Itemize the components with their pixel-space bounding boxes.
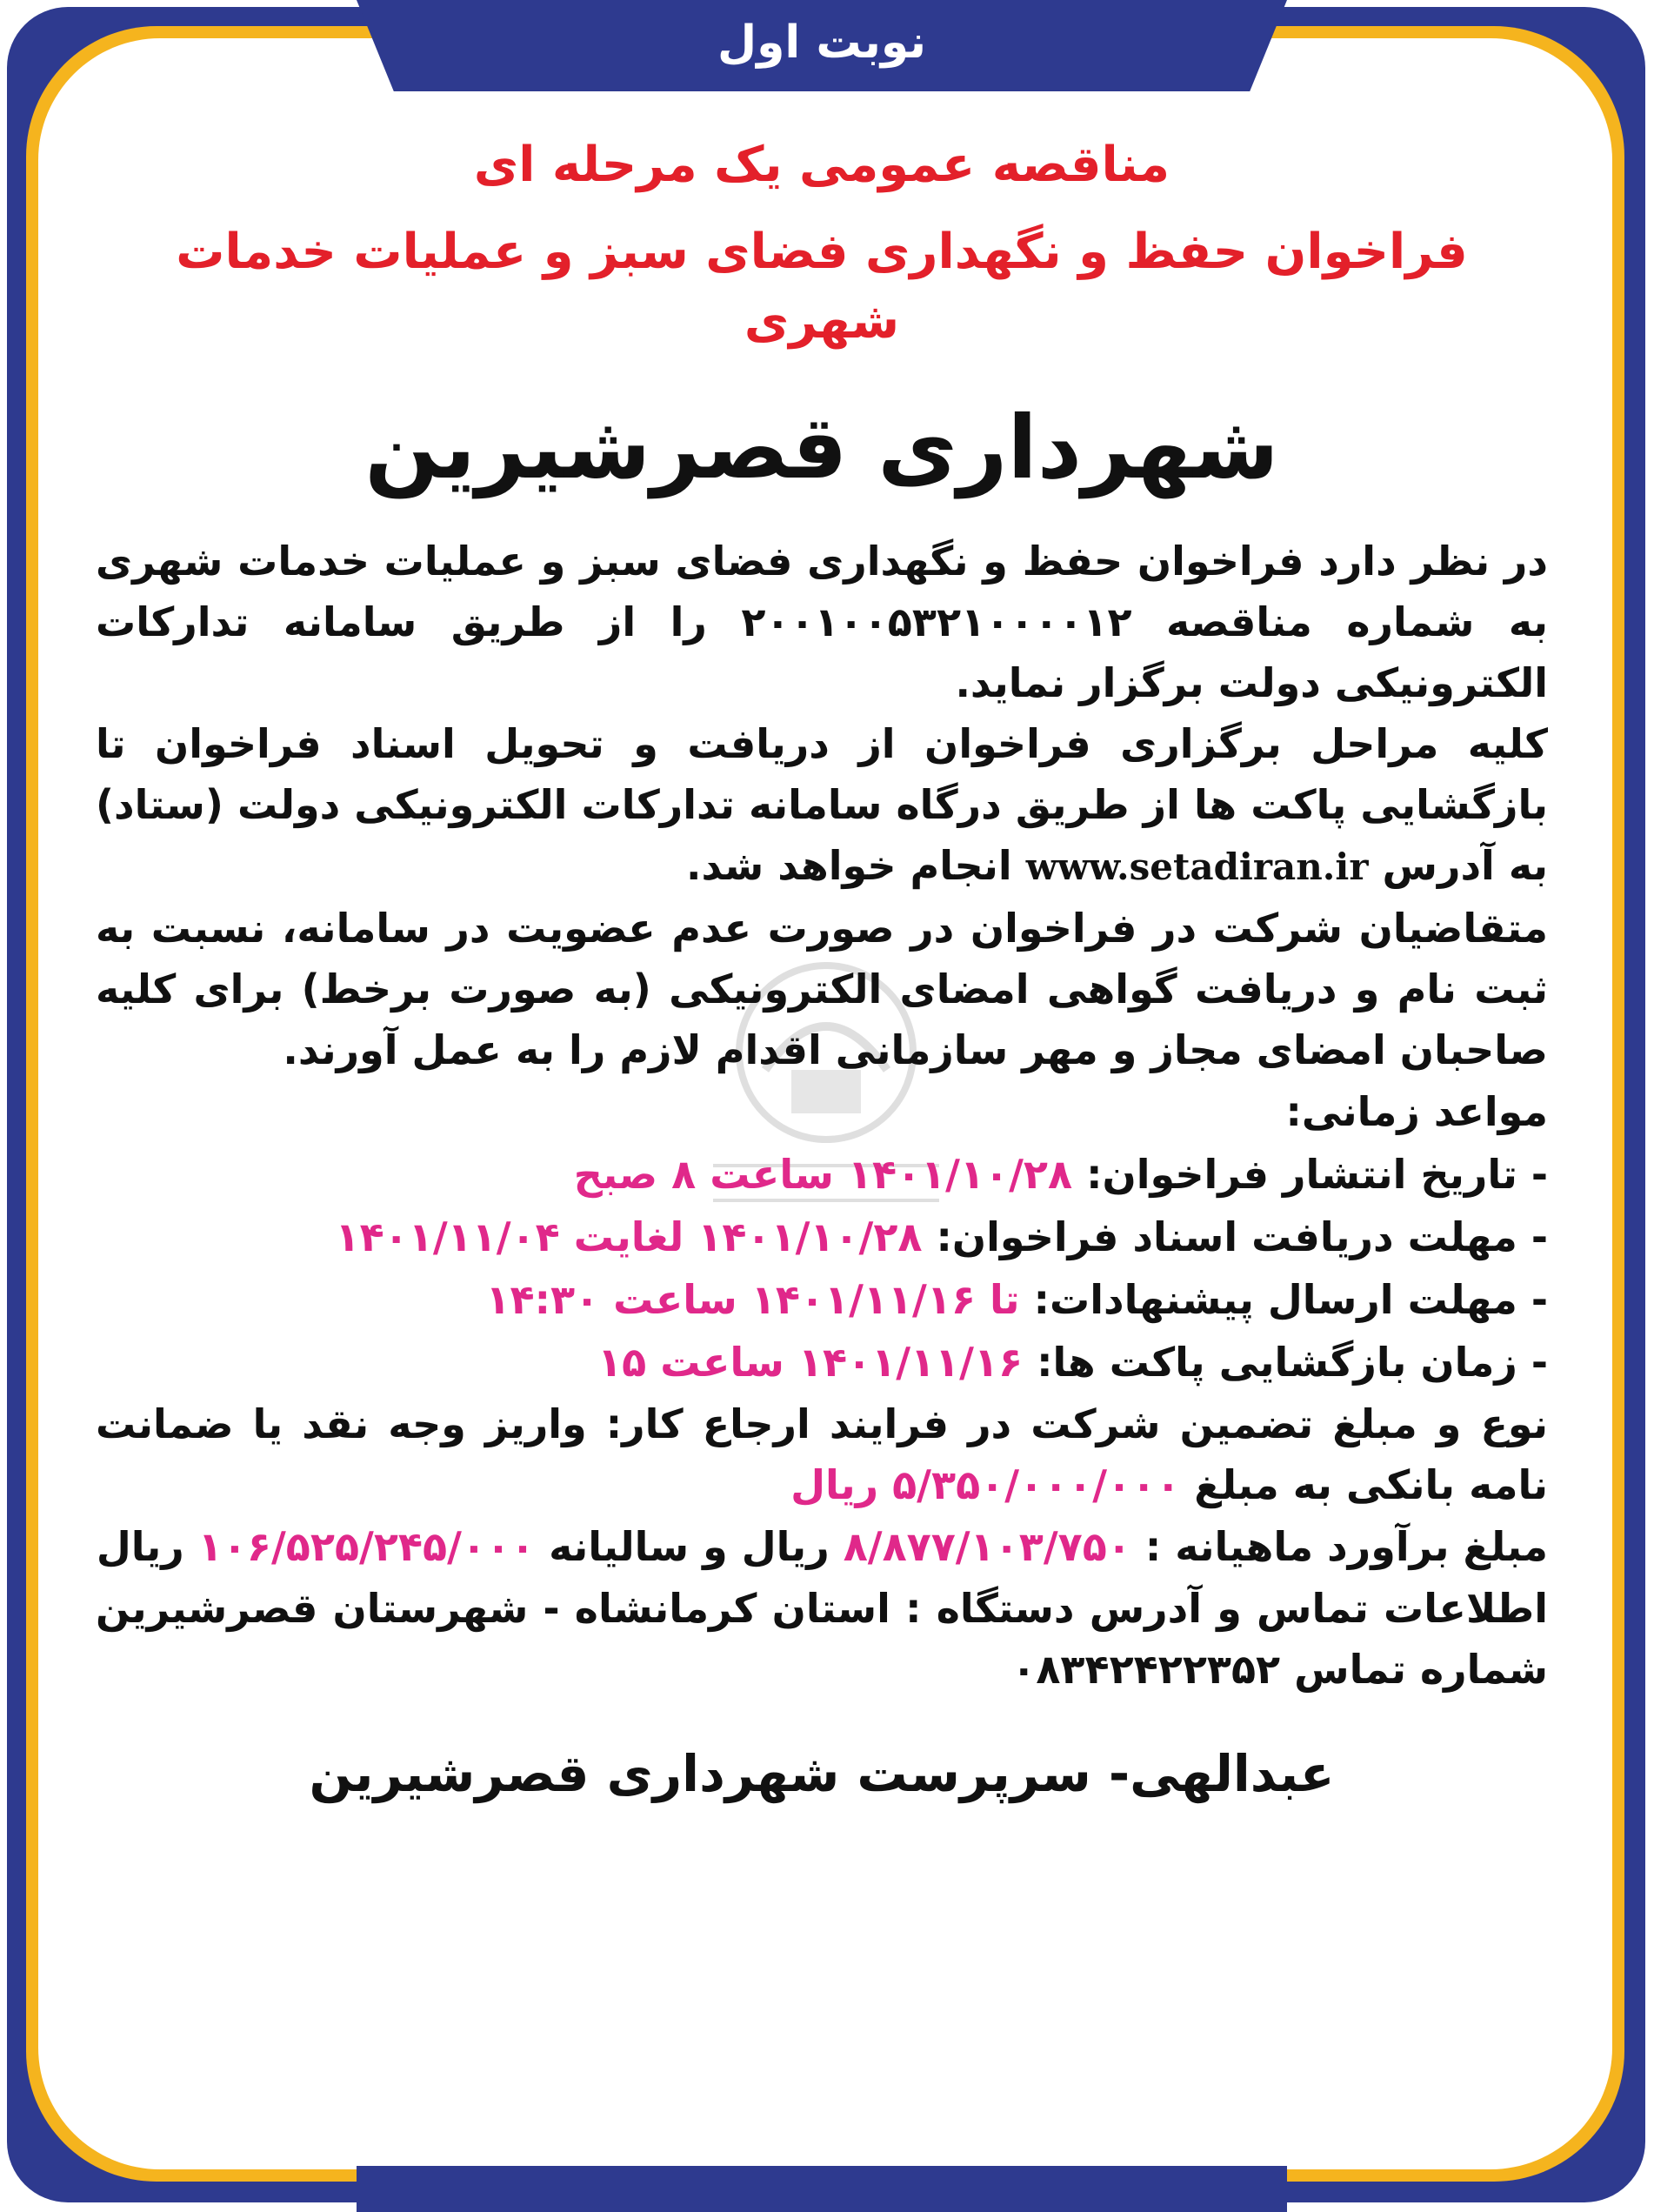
bottom-bar	[357, 2166, 1287, 2212]
schedule-item	[96, 1268, 1548, 1331]
paragraph-applicants: متقاضیان شرکت در فراخوان در صورت عدم عضویت در سامانه، نسبت به ثبت نام و دریافت گواهی امضای الکترونیکی (به صورت برخط) برای کلیه صاحبان امضای مجاز و مهر سازمانی اقدام لازم را به عمل آورند.	[96, 905, 1548, 1073]
estimate-monthly: ۸/۸۷۷/۱۰۳/۷۵۰	[843, 1523, 1131, 1570]
schedule-value: ۱۴۰۱/۱۰/۲۸ لغایت ۱۴۰۱/۱۱/۰۴	[335, 1213, 923, 1260]
schedule-item	[96, 1206, 1548, 1268]
schedule-value: ۱۴۰۱/۱۱/۱۶ ساعت ۱۵	[597, 1339, 1024, 1386]
estimate-label: مبلغ برآورد ماهیانه :	[1144, 1523, 1548, 1570]
paragraph-intro: در نظر دارد فراخوان حفظ و نگهداری فضای سبز و عملیات خدمات شهری به شماره مناقصه ۲۰۰۱۰۰۵۳۲۱۰۰۰۰۱۲ را از طریق سامانه تدارکات الکترونیکی دولت برگزار نماید.	[96, 538, 1548, 706]
setad-url-link[interactable]: www.setadiran.ir	[1025, 845, 1369, 888]
schedule-label: - تاریخ انتشار فراخوان:	[1086, 1151, 1548, 1198]
paragraph-guarantee	[96, 1393, 1548, 1515]
guarantee-amount: ۵/۳۵۰/۰۰۰/۰۰۰ ریال	[790, 1461, 1181, 1508]
schedule-label: - مهلت ارسال پیشنهادات:	[1033, 1276, 1548, 1323]
schedule-item	[96, 1331, 1548, 1393]
estimate-unit: ریال	[96, 1523, 184, 1570]
schedule-heading: مواعد زمانی:	[1285, 1088, 1548, 1135]
schedule-label: - مهلت دریافت اسناد فراخوان:	[936, 1213, 1548, 1260]
notice-content	[96, 130, 1548, 1863]
paragraph-contact: اطلاعات تماس و آدرس دستگاه : استان کرمانشاه - شهرستان قصرشیرین شماره تماس ۰۸۳۴۲۴۲۲۳۵۲	[96, 1585, 1548, 1693]
organization-name: شهرداری قصرشیرین	[364, 397, 1279, 498]
tender-subtitle: فراخوان حفظ و نگهداری فضای سبز و عملیات خدمات شهری	[176, 224, 1468, 350]
guarantee-text: نوع و مبلغ تضمین شرکت در فرایند ارجاع کار: واریز وجه نقد یا ضمانت نامه بانکی به مبلغ	[96, 1400, 1548, 1508]
schedule-item	[96, 1143, 1548, 1206]
paragraph-process	[96, 713, 1548, 898]
signature: عبدالهی- سرپرست شهرداری قصرشیرین	[309, 1744, 1335, 1803]
schedule-label: - زمان بازگشایی پاکت ها:	[1037, 1339, 1548, 1386]
estimate-mid: ریال و سالیانه	[549, 1523, 830, 1570]
schedule-value: ۱۴۰۱/۱۰/۲۸ ساعت ۸ صبح	[573, 1151, 1073, 1198]
tender-title: مناقصه عمومی یک مرحله ای	[473, 137, 1170, 193]
tab-label: نوبت اول	[717, 17, 927, 69]
schedule-value: تا ۱۴۰۱/۱۱/۱۶ ساعت ۱۴:۳۰	[485, 1276, 1020, 1323]
paragraph-estimate	[96, 1515, 1548, 1578]
paragraph-process-text: کلیه مراحل برگزاری فراخوان از دریافت و تحویل اسناد فراخوان تا بازگشایی پاکت ها از طریق درگاه سامانه تدارکات الکترونیکی دولت (ستاد) به آدرس	[96, 720, 1548, 889]
paragraph-process-end: انجام خواهد شد.	[685, 842, 1012, 889]
estimate-yearly: ۱۰۶/۵۲۵/۲۴۵/۰۰۰	[197, 1523, 536, 1570]
